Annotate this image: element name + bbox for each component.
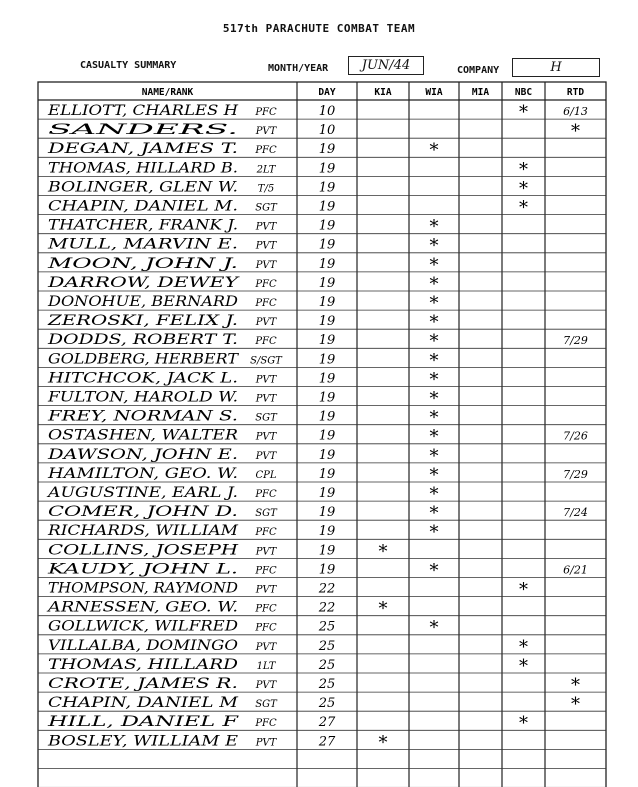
wia-cell: * (429, 407, 439, 429)
day-cell: 25 (318, 638, 336, 654)
name-cell: CROTE, JAMES R. (48, 676, 238, 692)
month-year-field: JUN/44 (348, 56, 424, 75)
column-header: DAY (318, 87, 336, 98)
rank-cell: PVT (255, 393, 277, 405)
kia-cell: * (378, 732, 388, 754)
name-cell: GOLDBERG, HERBERT (48, 351, 240, 368)
name-cell: VILLALBA, DOMINGO (48, 637, 239, 654)
day-cell: 19 (318, 562, 336, 578)
wia-cell: * (429, 140, 439, 162)
rank-cell: PFC (255, 489, 277, 500)
nbc-cell: * (519, 178, 528, 200)
day-cell: 25 (318, 696, 336, 712)
wia-cell: * (429, 350, 439, 372)
column-header: KIA (374, 87, 392, 98)
name-cell: HITCHCOK, JACK L. (46, 370, 238, 387)
name-cell: BOSLEY, WILLIAM E (46, 733, 238, 750)
rank-cell: PVT (255, 584, 277, 596)
rank-cell: PFC (255, 145, 277, 157)
wia-cell: * (429, 426, 439, 448)
rank-cell: CPL (255, 469, 277, 481)
day-cell: 19 (318, 218, 336, 234)
name-cell: HAMILTON, GEO. W. (46, 465, 238, 482)
rtd-cell: 6/13 (563, 105, 588, 118)
rtd-cell: * (571, 121, 580, 143)
rank-cell: PFC (255, 107, 277, 118)
rank-cell: PVT (255, 450, 277, 462)
column-header: MIA (471, 87, 490, 98)
rtd-cell: 6/21 (563, 563, 588, 577)
day-cell: 19 (318, 505, 336, 521)
rank-cell: PVT (255, 737, 277, 749)
wia-cell: * (429, 522, 439, 544)
rank-cell: PVT (255, 259, 277, 271)
rtd-cell: 7/29 (563, 334, 588, 348)
day-cell: 19 (318, 180, 336, 196)
name-cell: MULL, MARVIN E. (46, 236, 238, 253)
month-year-label: MONTH/YEAR (268, 63, 329, 74)
day-cell: 19 (318, 142, 336, 158)
name-cell: FULTON, HAROLD W. (46, 389, 238, 406)
day-cell: 19 (318, 333, 336, 349)
nbc-cell: * (519, 713, 528, 735)
column-header: NBC (514, 87, 533, 98)
name-cell: AUGUSTINE, EARL J. (45, 485, 239, 501)
wia-cell: * (429, 464, 439, 486)
day-cell: 19 (318, 275, 336, 291)
rank-cell: PFC (255, 622, 277, 634)
nbc-cell: * (519, 102, 528, 123)
nbc-cell: * (519, 655, 528, 677)
name-cell: HILL, DANIEL F (46, 714, 241, 731)
rtd-cell: 7/29 (563, 467, 588, 481)
wia-cell: * (429, 312, 439, 334)
day-cell: 19 (318, 161, 336, 177)
rank-cell: SGT (255, 699, 277, 711)
wia-cell: * (429, 369, 439, 391)
day-cell: 19 (318, 428, 336, 444)
day-cell: 25 (318, 657, 336, 673)
day-cell: 19 (318, 486, 336, 501)
day-cell: 19 (318, 371, 336, 387)
day-cell: 19 (318, 237, 336, 253)
name-cell: FREY, NORMAN S. (46, 408, 238, 425)
day-cell: 22 (318, 600, 336, 616)
rank-cell: S/SGT (250, 355, 282, 367)
rank-cell: PVT (255, 126, 277, 138)
company-field: H (512, 58, 600, 77)
rank-cell: PFC (255, 278, 277, 290)
name-cell: RICHARDS, WILLIAM (46, 523, 239, 540)
rank-cell: SGT (255, 202, 277, 214)
rank-cell: SGT (255, 412, 277, 424)
name-cell: ARNESSEN, GEO. W. (45, 599, 239, 616)
wia-cell: * (429, 254, 439, 276)
day-cell: 19 (318, 524, 336, 540)
casualty-summary-label: CASUALTY SUMMARY (80, 60, 177, 71)
wia-cell: * (429, 293, 439, 314)
rank-cell: PFC (255, 718, 277, 730)
rank-cell: PFC (255, 298, 277, 309)
wia-cell: * (429, 617, 439, 639)
rank-cell: 1LT (256, 660, 276, 672)
name-cell: THOMAS, HILLARD B. (48, 160, 238, 177)
wia-cell: * (429, 560, 439, 582)
rank-cell: PVT (255, 240, 277, 252)
day-cell: 19 (318, 409, 336, 425)
kia-cell: * (378, 598, 388, 620)
rtd-cell: * (571, 675, 580, 696)
wia-cell: * (429, 484, 439, 505)
day-cell: 25 (318, 677, 336, 692)
rank-cell: PFC (255, 336, 277, 348)
name-cell: DEGAN, JAMES T. (46, 141, 239, 158)
company-label: COMPANY (457, 65, 500, 76)
name-cell: BOLINGER, GLEN W. (46, 179, 239, 196)
name-cell: SANDERS. (48, 122, 238, 139)
kia-cell: * (378, 541, 388, 563)
name-cell: DONOHUE, BERNARD (46, 294, 239, 310)
name-cell: ZEROSKI, FELIX J. (46, 313, 239, 330)
rank-cell: PVT (255, 317, 277, 329)
day-cell: 19 (318, 352, 336, 368)
day-cell: 10 (318, 123, 336, 139)
day-cell: 25 (318, 619, 336, 635)
day-cell: 19 (318, 256, 336, 272)
rank-cell: PVT (255, 431, 277, 443)
rank-cell: PVT (255, 680, 277, 691)
name-cell: COMER, JOHN D. (48, 504, 238, 521)
column-header: WIA (425, 87, 443, 98)
nbc-cell: * (519, 636, 528, 658)
rtd-cell: 7/26 (563, 429, 588, 443)
wia-cell: * (429, 331, 439, 353)
name-cell: THOMAS, HILLARD (48, 656, 238, 673)
wia-cell: * (429, 216, 439, 238)
wia-cell: * (429, 273, 439, 295)
day-cell: 19 (318, 466, 336, 482)
rank-cell: PVT (255, 221, 277, 233)
rank-cell: PFC (255, 603, 277, 615)
nbc-cell: * (519, 579, 528, 601)
name-cell: THATCHER, FRANK J. (48, 217, 238, 234)
rank-cell: PVT (255, 546, 277, 558)
day-cell: 19 (318, 295, 336, 310)
name-cell: KAUDY, JOHN L. (46, 561, 238, 578)
name-cell: OSTASHEN, WALTER (48, 427, 239, 444)
column-header: NAME/RANK (141, 87, 194, 98)
name-cell: MOON, JOHN J. (46, 255, 238, 272)
nbc-cell: * (519, 159, 528, 181)
name-cell: GOLLWICK, WILFRED (48, 618, 239, 635)
name-cell: COLLINS, JOSEPH (48, 542, 240, 559)
name-cell: ELLIOTT, CHARLES H (46, 103, 239, 119)
rank-cell: SGT (255, 508, 277, 520)
wia-cell: * (429, 445, 439, 467)
wia-cell: * (429, 503, 439, 525)
day-cell: 27 (318, 734, 336, 750)
nbc-cell: * (519, 197, 528, 219)
day-cell: 27 (318, 715, 336, 731)
day-cell: 10 (318, 104, 336, 119)
name-cell: DODDS, ROBERT T. (46, 332, 238, 349)
day-cell: 19 (318, 447, 336, 463)
day-cell: 19 (318, 543, 336, 559)
name-cell: CHAPIN, DANIEL M. (48, 198, 238, 215)
rank-cell: PVT (255, 374, 277, 386)
rtd-cell: * (571, 694, 580, 716)
rank-cell: PFC (255, 565, 277, 577)
rank-cell: T/5 (257, 183, 275, 195)
form-title: 517th PARACHUTE COMBAT TEAM (222, 22, 416, 35)
day-cell: 19 (318, 314, 336, 330)
rank-cell: PVT (255, 641, 277, 653)
wia-cell: * (429, 388, 439, 410)
day-cell: 19 (318, 199, 336, 215)
column-header: RTD (566, 87, 585, 98)
name-cell: DAWSON, JOHN E. (46, 446, 239, 463)
rtd-cell: 7/24 (563, 506, 588, 520)
rank-cell: PFC (255, 527, 277, 539)
name-cell: THOMPSON, RAYMOND (48, 580, 239, 597)
name-cell: CHAPIN, DANIEL M (48, 695, 239, 712)
wia-cell: * (429, 235, 439, 257)
rank-cell: 2LT (256, 164, 276, 176)
day-cell: 22 (318, 581, 336, 597)
day-cell: 19 (318, 390, 336, 406)
name-cell: DARROW, DEWEY (46, 274, 241, 291)
